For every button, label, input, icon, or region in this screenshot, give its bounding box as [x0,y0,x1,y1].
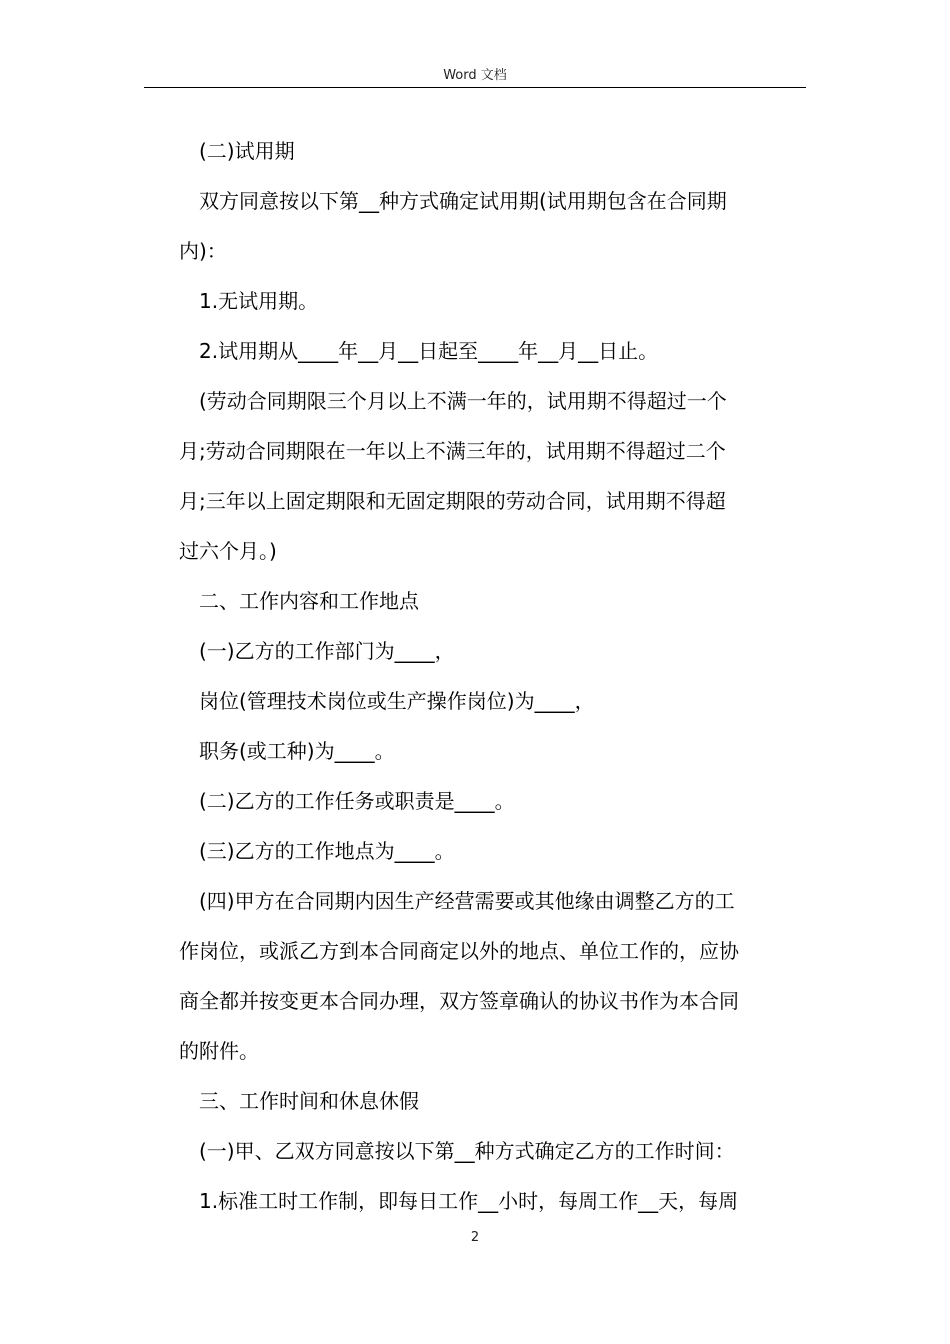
section-heading: 三、工作时间和休息休假 [199,1089,419,1113]
paragraph-line: (一)乙方的工作部门为____， [199,639,455,663]
section-heading: (二)试用期 [199,139,295,163]
list-item: 1.标准工时工作制，即每日工作__小时，每周工作__天，每周 [199,1189,739,1213]
paragraph-line: 内)： [179,239,227,263]
header-divider [144,87,806,88]
paragraph-line: 月;三年以上固定期限和无固定期限的劳动合同，试用期不得超 [179,489,726,513]
paragraph-line: (二)乙方的工作任务或职责是____。 [199,789,515,813]
paragraph-line: 双方同意按以下第__种方式确定试用期(试用期包含在合同期 [199,189,727,213]
paragraph-line: 过六个月。) [179,539,277,563]
list-item: 2.试用期从____年__月__日起至____年__月__日止。 [199,339,659,363]
paragraph-line: (劳动合同期限三个月以上不满一年的，试用期不得超过一个 [199,389,727,413]
paragraph-line: 作岗位，或派乙方到本合同商定以外的地点、单位工作的，应协 [179,939,739,963]
paragraph-line: 岗位(管理技术岗位或生产操作岗位)为____， [199,689,595,713]
paragraph-line: 职务(或工种)为____。 [199,739,395,763]
document-body [179,126,803,1226]
paragraph-line: (四)甲方在合同期内因生产经营需要或其他缘由调整乙方的工 [199,889,735,913]
list-item: 1.无试用期。 [199,289,319,313]
paragraph-line: (一)甲、乙双方同意按以下第__种方式确定乙方的工作时间： [199,1139,735,1163]
page-header: Word 文档 [443,68,507,83]
paragraph-line: 的附件。 [179,1039,259,1063]
paragraph-line: (三)乙方的工作地点为____。 [199,839,455,863]
paragraph-line: 商全都并按变更本合同办理，双方签章确认的协议书作为本合同 [179,989,739,1013]
paragraph-line: 月;劳动合同期限在一年以上不满三年的，试用期不得超过二个 [179,439,726,463]
section-heading: 二、工作内容和工作地点 [199,589,419,613]
page-number: 2 [470,1230,480,1245]
